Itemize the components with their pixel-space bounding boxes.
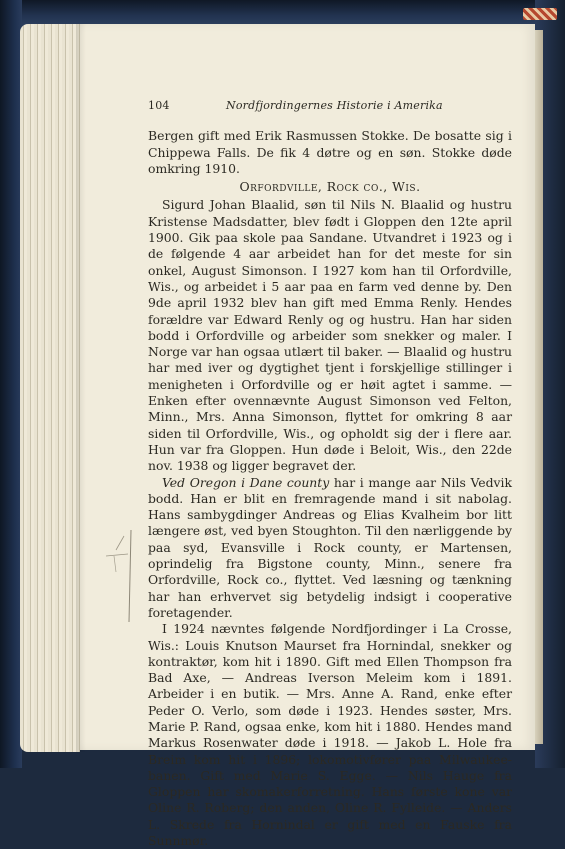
paragraph-oregon-text: har i mange aar Nils Vedvik bodd. Han er blit en fremragende mand i sit nabolag. Hans sambygdinger Andreas og Elias Kvalheim bor litt længere øst, ved byen Stoughton. Til den nærliggende by paa syd, Evansville i Rock county, er Martensen, oprindelig fra Bigstone county, Minn., senere fra Orfordville, Rock co., flyttet. Ved læsning og tænkning har han erhvervet sig betydelig indsigt i cooperative foretagender. xyxy=(148,474,512,620)
next-page-edge xyxy=(535,30,543,744)
paragraph-la-crosse: I 1924 nævntes følgende Nordfjordinger i La Crosse, Wis.: Louis Knutson Maurset fra Hornindal, snekker og kontraktør, kom hit i 1890. Gift med Ellen Thompson fra Bad Axe, — Andreas Iverson Meleim kom i 1891. Arbeider i en butik. — Mrs. Anne A. Rand, enke efter Peder O. Verlo, som døde i 1923. Hendes søster, Mrs. Marie P. Rand, ogsaa enke, kom hit i 1880. Hendes mand Markus Rosenwater døde i 1918. — Jakob L. Hole fra Breim kom hit i 1896; lokomotivfører paa Milwaukee-banen. Gift med Marie S. Egge. — Nils Hauge fra Gloppen har skomakerforretning. Hans første kone var Oline R. Roberg; den anden, Oline R. Fylleide. — Anders L. Skrede fra Hornindal er gift med en Fauske fra Sunnmør. xyxy=(148,621,512,849)
place-name-italic: Ved Oregon i Dane county xyxy=(162,474,330,490)
page-content xyxy=(148,98,512,849)
running-title: Nordfjordingernes Historie i Amerika xyxy=(226,99,443,112)
paragraph-continued: Bergen gift med Erik Rasmussen Stokke. De bosatte sig i Chippewa Falls. De fik 4 døtre og en søn. Stokke døde omkring 1910. xyxy=(148,128,512,176)
pencil-margin-mark xyxy=(104,526,144,626)
book-cover-top xyxy=(0,0,565,26)
paragraph-oregon xyxy=(148,475,512,622)
section-heading: Orfordville, Rock co., Wis. xyxy=(239,179,421,195)
cover-corner-pattern xyxy=(523,8,557,20)
running-head xyxy=(148,98,512,114)
page-number: 104 xyxy=(148,99,170,112)
book-page xyxy=(80,24,535,849)
book-cover-left xyxy=(0,0,22,768)
paragraph-blaalid: Sigurd Johan Blaalid, søn til Nils N. Blaalid og hustru Kristense Madsdatter, blev født i Gloppen den 12te april 1900. Gik paa skole paa Sandane. Utvandret i 1923 og i de følgende 4 aar arbeidet han for det meste for sin onkel, August Simonson. I 1927 kom han til Orfordville, Wis., og arbeidet i 5 aar paa en farm ved denne by. Den 9de april 1932 blev han gift med Emma Renly. Hendes forældre var Edward Renly og og hustru. Han har siden bodd i Orfordville og arbeider som snekker og maler. I Norge var han ogsaa utlært til baker. — Blaalid og hustru har med iver og dygtighet tjent i forskjellige stillinger i menigheten i Orfordville og er høit agtet i samme. — Enken efter ovennævnte August Simonson ved Felton, Minn., Mrs. Anna Simonson, flyttet for omkring 8 aar siden til Orfordville, Wis., og opholdt sig der i flere aar. Hun var fra Gloppen. Hun døde i Beloit, Wis., den 22de nov. 1938 og ligger begravet der. xyxy=(148,197,512,474)
gutter-shadow xyxy=(76,24,86,752)
page-edges xyxy=(20,24,80,752)
